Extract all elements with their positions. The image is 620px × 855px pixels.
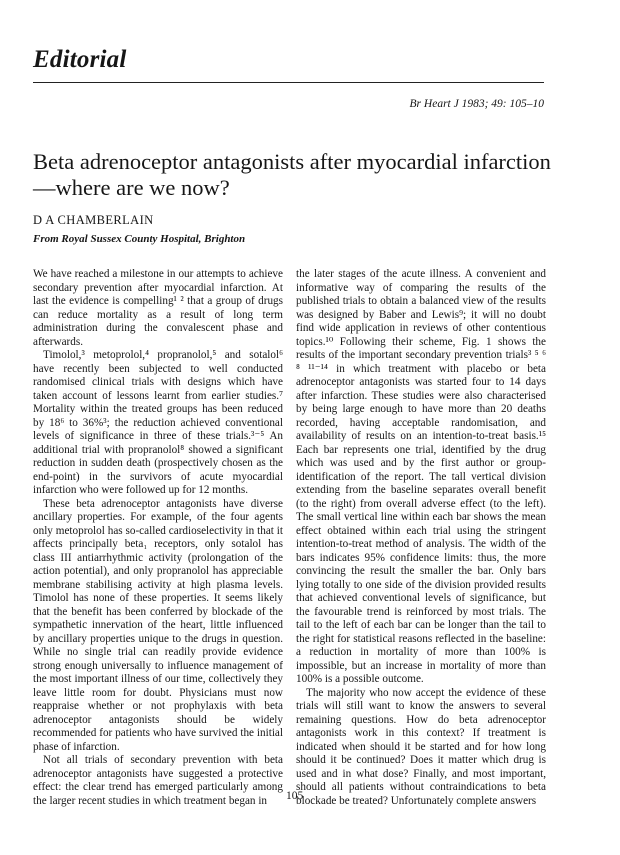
body-paragraph: Not all trials of secondary prevention with beta adrenoceptor antagonists have suggested a protective effect: the clear trend has emerged particularly among the larger recent studies in which treatment began in: [33, 754, 283, 807]
body-paragraph: We have reached a milestone in our attempts to achieve secondary prevention after myocardial infarction. At last the evidence is compelling¹ ² that a group of drugs can reduce mortality as a result of long term administration during the convalescent phase and afterwards.: [33, 268, 283, 348]
body-paragraph: These beta adrenoceptor antagonists have diverse ancillary properties. For example, of the four agents only metoprolol has so-called cardioselectivity in that it affects principally beta₁ receptors, only sotalol has class III antiarrhythmic activity (prolongation of the action potential), and only propranolol has appreciable membrane stabilising activity at high plasma levels. Timolol has none of these properties. It seems likely that the benefit has been conferred by blockade of the sympathetic innervation of the heart, little influenced by ancillary properties unique to the drugs in question. While no single trial can readily provide evidence strong enough universally to influence management of the most important illness of our time, collectively they leave little room for doubt. Physicians must now reappraise whether or not prophylaxis with beta adrenoceptor antagonists should be widely recommended for patients who have survived the initial phase of infarction.: [33, 497, 283, 753]
body-paragraph: Timolol,³ metoprolol,⁴ propranolol,⁵ and sotalol⁶ have recently been subjected to well conducted randomised clinical trials with designs which have taken account of lessons learnt from earlier studies.⁷ Mortality within the treated groups has been reduced by 18⁶ to 36%³; the reduction achieved conventional levels of significance in three of these trials.³⁻⁵ An additional trial with propranolol⁸ showed a significant reduction in sudden death (prospectively chosen as the end-point) in the survivors of acute myocardial infarction who were followed up for 12 months.: [33, 349, 283, 496]
header-rule: [33, 82, 544, 83]
body-paragraph: The majority who now accept the evidence of these trials will still want to know the answers to several remaining questions. How do beta adrenoceptor antagonists work in this context? If treatment is indicated when should it be started and for how long should it be continued? Does it matter which drug is used and in what dose? Finally, and most important, should all patients without contraindications to beta blockade be treated? Unfortunately complete answers: [296, 686, 546, 807]
body-paragraph: the later stages of the acute illness. A convenient and informative way of comparing the results of the published trials to obtain a balanced view of the results was designed by Baber and Lewis⁹; it will no doubt find wide application in reviews of other contentious topics.¹⁰ Following their scheme, Fig. 1 shows the results of the important secondary prevention trials³ ⁵ ⁶ ⁸ ¹¹⁻¹⁴ in which treatment with placebo or beta adrenoceptor antagonists was started four to 14 days after infarction. These studies were also characterised by being large enough to have more than 20 deaths recorded, having acceptable randomisation, and availability of results on an intention-to-treat basis.¹⁵ Each bar represents one trial, identified by the drug which was used and by the first author or group-identification of the report. The tall vertical division extending from the baseline separates overall benefit (to the right) from overall adverse effect (to the left). The small vertical line within each bar shows the mean effect obtained within each trial using the stringent intention-to-treat method of analysis. The width of the bars indicates 95% confidence limits: thus, the more convincing the result the smaller the bar. Only bars lying totally to one side of the division provided results that achieved conventional levels of significance, but the favourable trend is reinforced by most trials. The tail to the left of each bar can be longer than the tail to the right for statistical reasons reflected in the baseline: a reduction in mortality of more than 100% is impossible, but an increase in mortality of more than 100% is a possible outcome.: [296, 268, 546, 685]
author-name: D A CHAMBERLAIN: [33, 213, 154, 227]
section-label: Editorial: [33, 46, 127, 73]
author-affiliation: From Royal Sussex County Hospital, Brighton: [33, 233, 246, 245]
body-column-right: [296, 268, 546, 808]
journal-citation: Br Heart J 1983; 49: 105–10: [409, 98, 544, 110]
page-number: 105: [286, 790, 304, 802]
article-title: Beta adrenoceptor antagonists after myocardial infarction—where are we now?: [33, 149, 551, 200]
body-column-left: [33, 268, 283, 808]
